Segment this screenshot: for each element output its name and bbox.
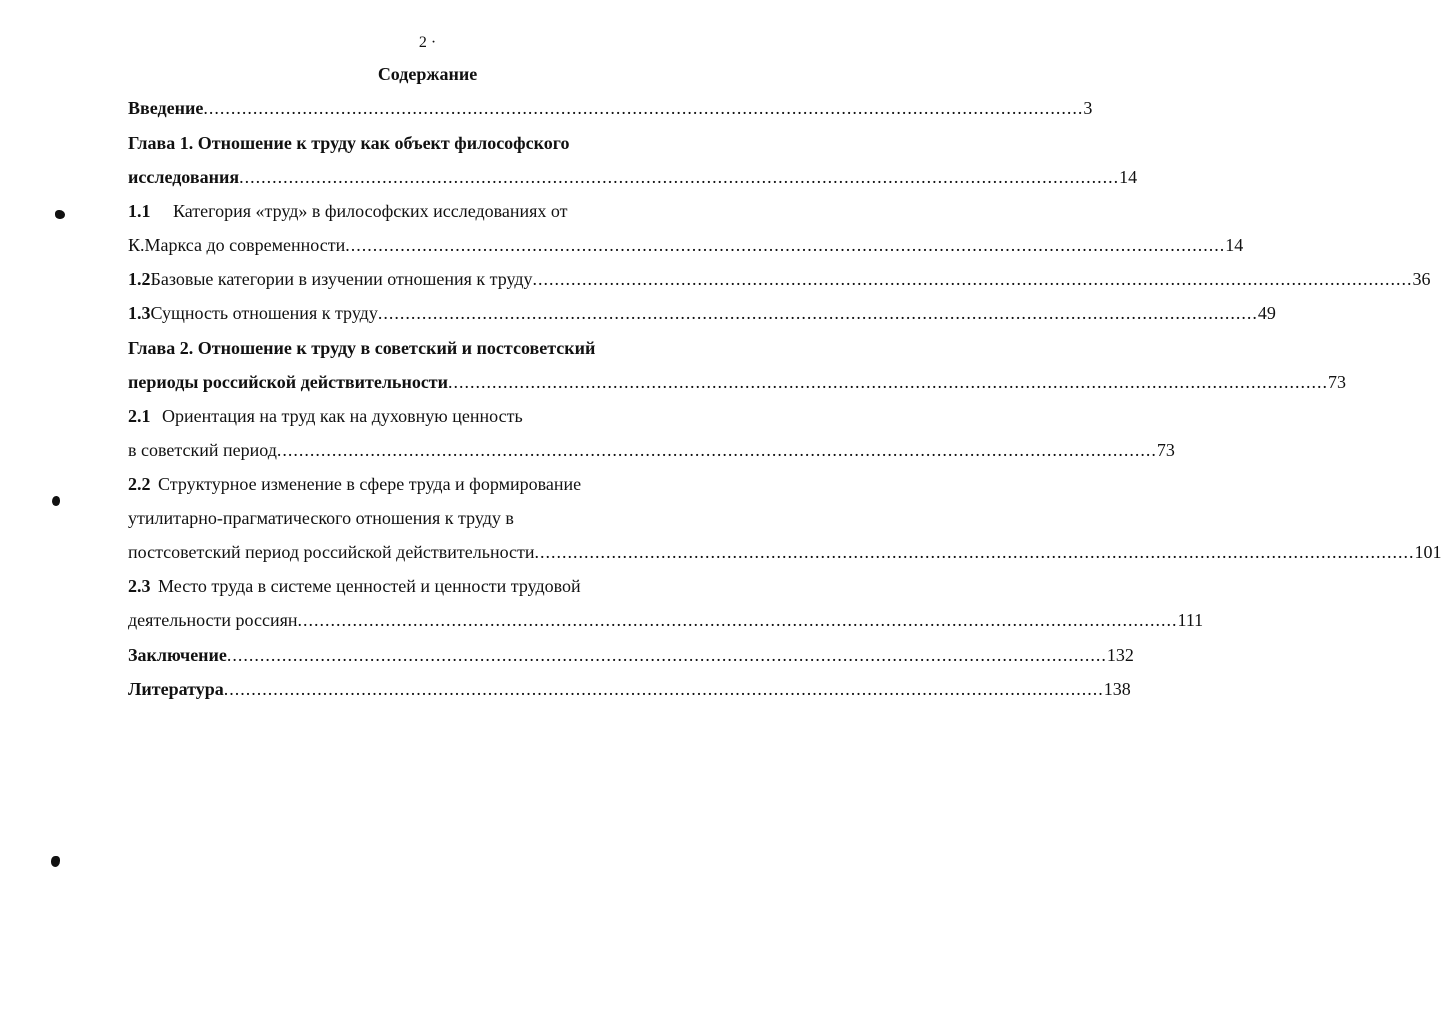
toc-leader: ................................................................................................................................................................ [534,542,1415,562]
toc-entry-chapter-2-cont[interactable] [128,369,1347,395]
toc-entry-page: 138 [1103,679,1131,699]
toc-leader: ................................................................................................................................................................ [276,440,1157,460]
toc-entry-section-2-2-cont-2[interactable] [128,539,1442,565]
toc-entry-page: 111 [1177,610,1204,630]
toc-entry-number: 1.3 [128,303,151,323]
toc-entry-page: 49 [1257,303,1276,323]
toc-leader: ................................................................................................................................................................ [223,679,1104,699]
toc-leader: ................................................................................................................................................................ [203,98,1084,118]
toc-entry-section-1-1-cont[interactable] [128,232,1244,258]
toc-entry-label: Структурное изменение в сфере труда и формирование [158,474,582,494]
toc-leader: ................................................................................................................................................................ [345,235,1226,255]
toc-entry-label: периоды российской действительности [128,372,449,392]
toc-entry-label: Базовые категории в изучении отношения к труду [150,269,533,289]
toc-leader: ................................................................................................................................................................ [239,167,1120,187]
toc-entry-section-1-2[interactable] [128,266,1431,292]
toc-entry-chapter-1-cont[interactable] [128,164,1138,190]
toc-entry-chapter-1[interactable] [128,130,724,156]
page-title: Содержание [377,64,478,84]
toc-entry-label: Глава 2. Отношение к труду в советский и постсоветский [128,338,596,358]
scan-speck [51,856,60,867]
scan-speck [55,210,65,219]
toc-entry-number: 2.3 [128,576,151,596]
toc-entry-section-2-1[interactable] [128,403,724,429]
toc-entry-page: 3 [1083,98,1093,118]
toc-leader: ................................................................................................................................................................ [377,303,1258,323]
toc-entry-label: Заключение [128,645,227,665]
toc-leader: ................................................................................................................................................................ [448,372,1329,392]
toc-entry-section-2-2[interactable] [128,471,724,497]
toc-entry-section-2-1-cont[interactable] [128,437,1175,463]
toc-entry-label: Глава 1. Отношение к труду как объект философского [128,133,570,153]
toc-entry-label: К.Маркса до современности [128,235,346,255]
toc-entry-number: 2.1 [128,406,151,426]
toc-entry-label: Введение [128,98,204,118]
page-number: 2 · [418,34,437,51]
toc-entry-label: исследования [128,167,240,187]
toc-entry-section-2-3-cont[interactable] [128,607,1204,633]
toc-entry-label: деятельности россиян [128,610,298,630]
toc-entry-section-1-1[interactable] [128,198,724,224]
toc-entry-number: 1.1 [128,201,151,221]
toc-entry-page: 73 [1156,440,1175,460]
toc-entry-conclusion[interactable] [128,642,1134,668]
toc-entry-section-1-3[interactable] [128,300,1276,326]
toc-entry-number: 1.2 [128,269,151,289]
toc-entry-chapter-2[interactable] [128,335,724,361]
toc-entry-section-2-2-cont[interactable] [128,505,724,531]
toc-leader: ................................................................................................................................................................ [226,645,1107,665]
toc-entry-section-2-3[interactable] [128,573,724,599]
toc-entry-page: 101 [1414,542,1442,562]
toc-entry-page: 14 [1119,167,1138,187]
scan-speck [52,496,60,506]
toc-entry-label: постсоветский период российской действительности [128,542,535,562]
toc-entry-number: 2.2 [128,474,151,494]
toc-entry-page: 73 [1328,372,1347,392]
toc-entry-introduction[interactable] [128,95,1093,121]
toc-leader: ................................................................................................................................................................ [532,269,1413,289]
toc-leader: ................................................................................................................................................................ [297,610,1178,630]
toc-entry-page: 132 [1106,645,1134,665]
toc-entry-bibliography[interactable] [128,676,1131,702]
toc-entry-label: в советский период [128,440,277,460]
toc-entry-label: Ориентация на труд как на духовную ценность [162,406,523,426]
toc-entry-label: Место труда в системе ценностей и ценности трудовой [158,576,581,596]
toc-entry-page: 36 [1412,269,1431,289]
toc-entry-label: Сущность отношения к труду [150,303,378,323]
toc-entry-label: Категория «труд» в философских исследованиях от [173,201,568,221]
toc-entry-label: Литература [128,679,224,699]
toc-entry-label: утилитарно-прагматического отношения к труду в [128,508,514,528]
toc-entry-page: 14 [1225,235,1244,255]
